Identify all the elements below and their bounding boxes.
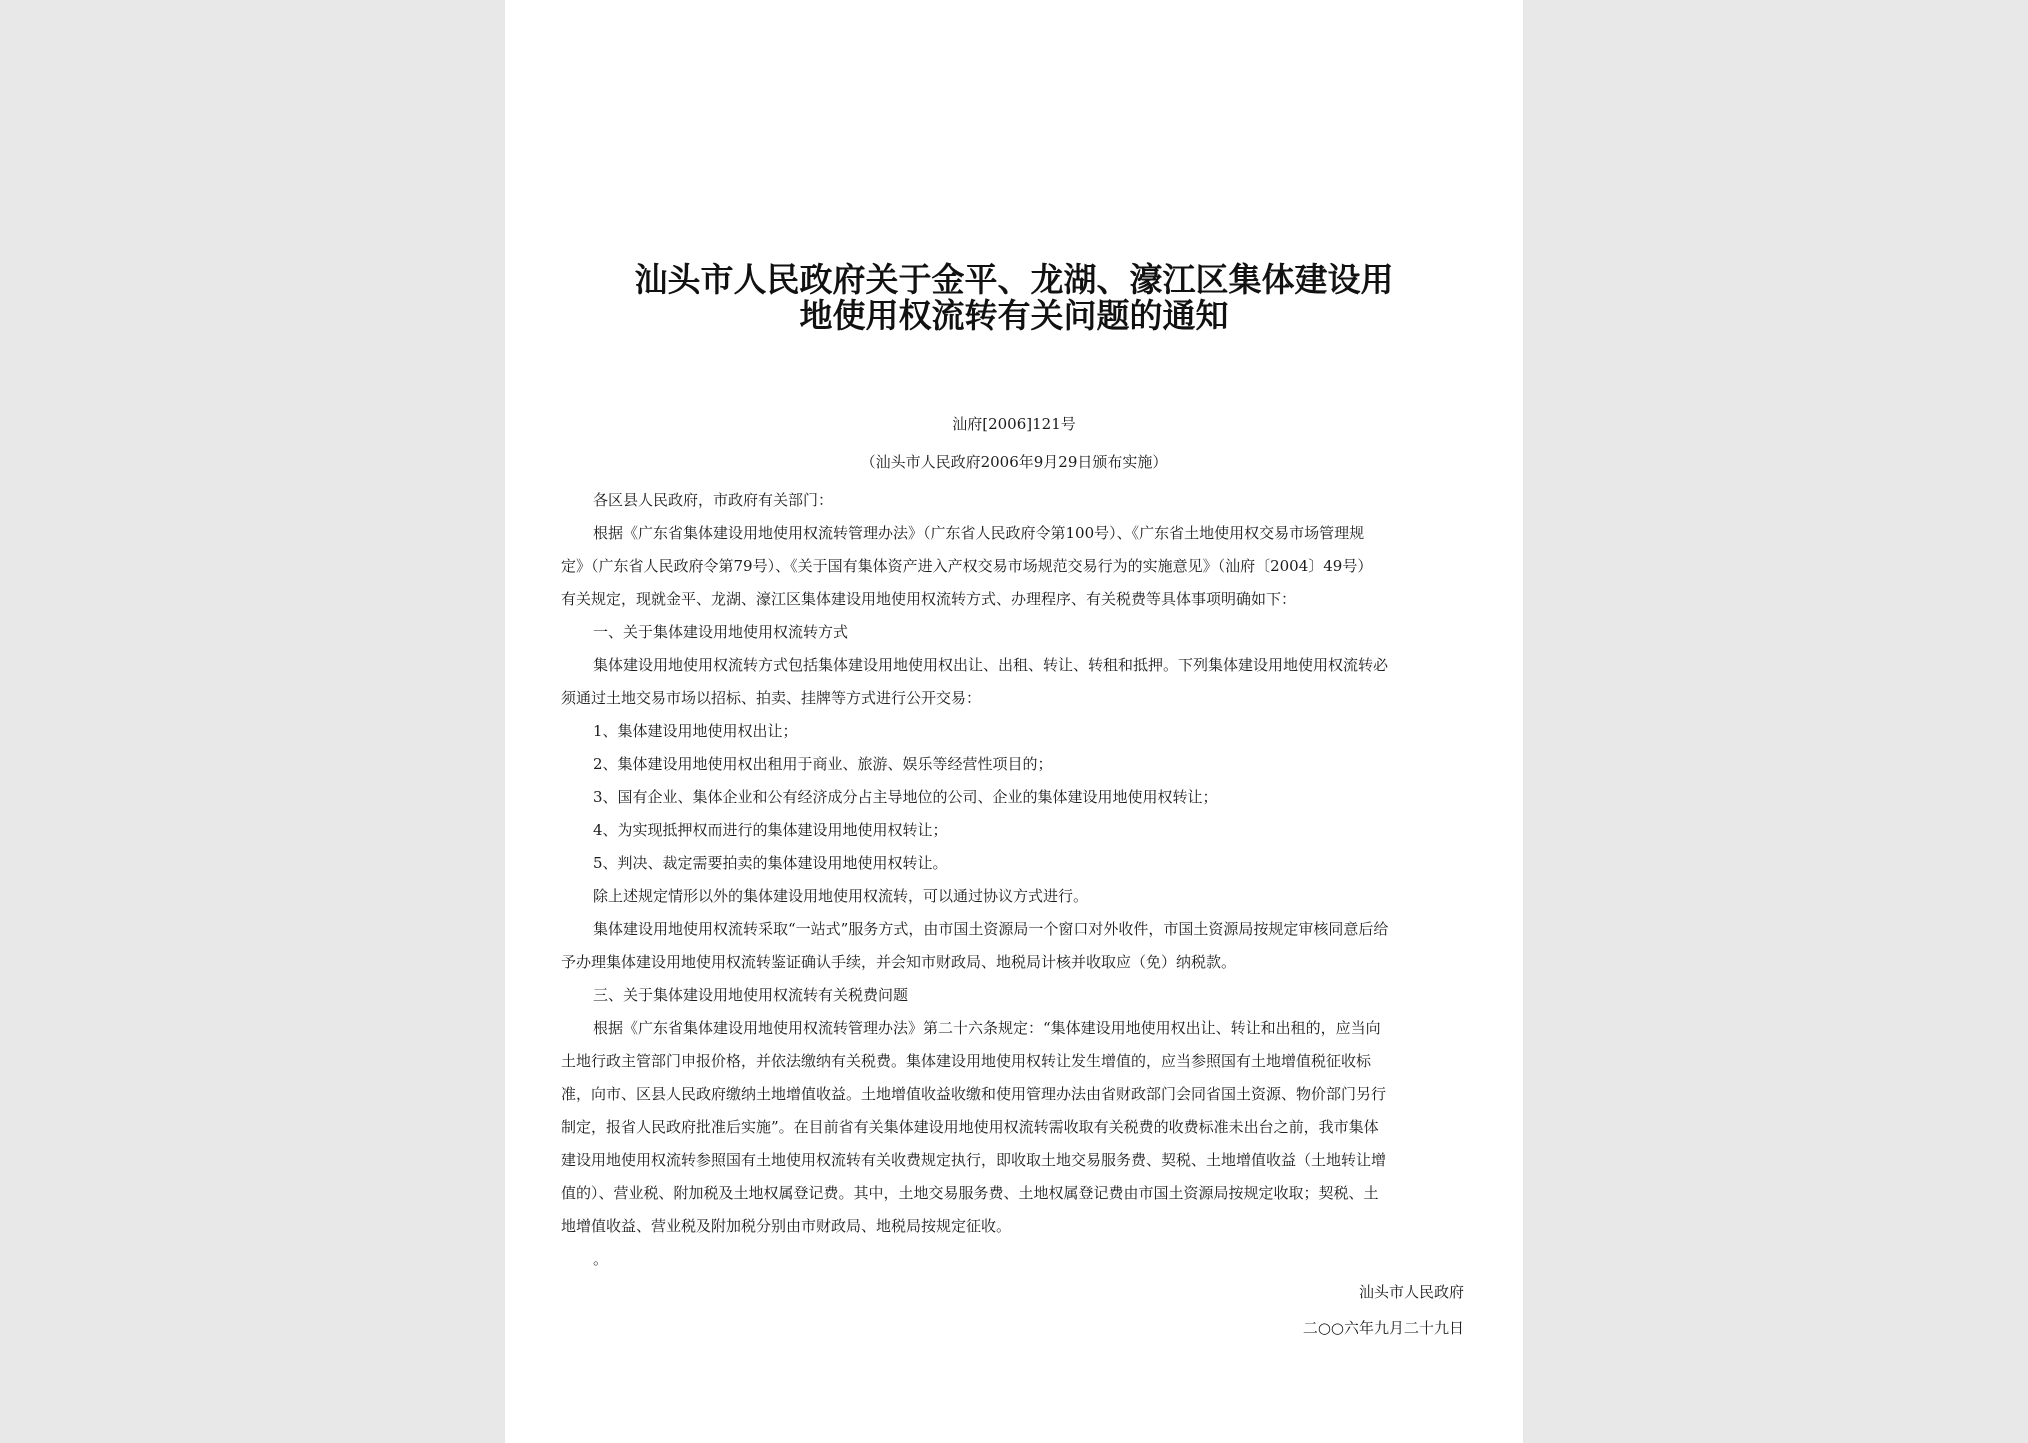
document-body (561, 484, 1471, 1276)
body-line: 值的）、营业税、附加税及土地权属登记费。其中，土地交易服务费、土地权属登记费由市国土资源局按规定收取；契税、土 (561, 1184, 1379, 1202)
title-line-2: 地使用权流转有关问题的通知 (799, 296, 1229, 335)
list-item: 2、集体建设用地使用权出租用于商业、旅游、娱乐等经营性项目的； (593, 755, 1053, 773)
issue-note: （汕头市人民政府2006年9月29日颁布实施） (860, 453, 1168, 471)
body-line: 予办理集体建设用地使用权流转鉴证确认手续，并会知市财政局、地税局计核并收取应（免）纳税款。 (561, 953, 1237, 971)
title-line-1: 汕头市人民政府关于金平、龙湖、濠江区集体建设用 (634, 260, 1394, 299)
body-line: 土地行政主管部门申报价格，并依法缴纳有关税费。集体建设用地使用权转让发生增值的，应当参照国有土地增值税征收标 (561, 1052, 1372, 1070)
body-line: 须通过土地交易市场以招标、拍卖、挂牌等方式进行公开交易： (561, 689, 982, 707)
body-line: 根据《广东省集体建设用地使用权流转管理办法》第二十六条规定：“集体建设用地使用权出让、转让和出租的，应当向 (593, 1019, 1381, 1037)
body-line: 。 (593, 1250, 609, 1268)
document-number: 汕府[2006]121号 (952, 415, 1076, 433)
document-page (505, 0, 1523, 1443)
issue-date: 二○○六年九月二十九日 (1302, 1319, 1464, 1337)
body-line: 除上述规定情形以外的集体建设用地使用权流转，可以通过协议方式进行。 (593, 887, 1089, 905)
signatory: 汕头市人民政府 (1358, 1283, 1464, 1301)
body-line: 集体建设用地使用权流转方式包括集体建设用地使用权出让、出租、转让、转租和抵押。下列集体建设用地使用权流转必 (593, 656, 1389, 674)
signature-block (1303, 1274, 1464, 1346)
body-line: 定》（广东省人民政府令第79号）、《关于国有集体资产进入产权交易市场规范交易行为的实施意见》（汕府〔2004〕49号） (561, 557, 1373, 575)
body-line: 各区县人民政府，市政府有关部门： (593, 491, 834, 509)
body-line: 地增值收益、营业税及附加税分别由市财政局、地税局按规定征收。 (561, 1217, 1012, 1235)
body-line: 根据《广东省集体建设用地使用权流转管理办法》（广东省人民政府令第100号）、《广东省土地使用权交易市场管理规 (593, 524, 1365, 542)
list-item: 4、为实现抵押权而进行的集体建设用地使用权转让； (593, 821, 948, 839)
list-item: 3、国有企业、集体企业和公有经济成分占主导地位的公司、企业的集体建设用地使用权转让； (593, 788, 1218, 806)
list-item: 1、集体建设用地使用权出让； (593, 722, 798, 740)
body-line: 建设用地使用权流转参照国有土地使用权流转有关收费规定执行，即收取土地交易服务费、契税、土地增值收益（土地转让增 (561, 1151, 1387, 1169)
body-line: 集体建设用地使用权流转采取“一站式”服务方式，由市国土资源局一个窗口对外收件，市国土资源局按规定审核同意后给 (593, 920, 1389, 938)
document-title (505, 262, 1523, 334)
body-line: 有关规定，现就金平、龙湖、濠江区集体建设用地使用权流转方式、办理程序、有关税费等具体事项明确如下： (561, 590, 1297, 608)
section-heading: 三、关于集体建设用地使用权流转有关税费问题 (593, 986, 909, 1004)
body-line: 准，向市、区县人民政府缴纳土地增值收益。土地增值收益收缴和使用管理办法由省财政部门会同省国土资源、物价部门另行 (561, 1085, 1387, 1103)
section-heading: 一、关于集体建设用地使用权流转方式 (593, 623, 849, 641)
body-line: 制定，报省人民政府批准后实施”。在目前省有关集体建设用地使用权流转需收取有关税费的收费标准未出台之前，我市集体 (561, 1118, 1379, 1136)
list-item: 5、判决、裁定需要拍卖的集体建设用地使用权转让。 (593, 854, 948, 872)
